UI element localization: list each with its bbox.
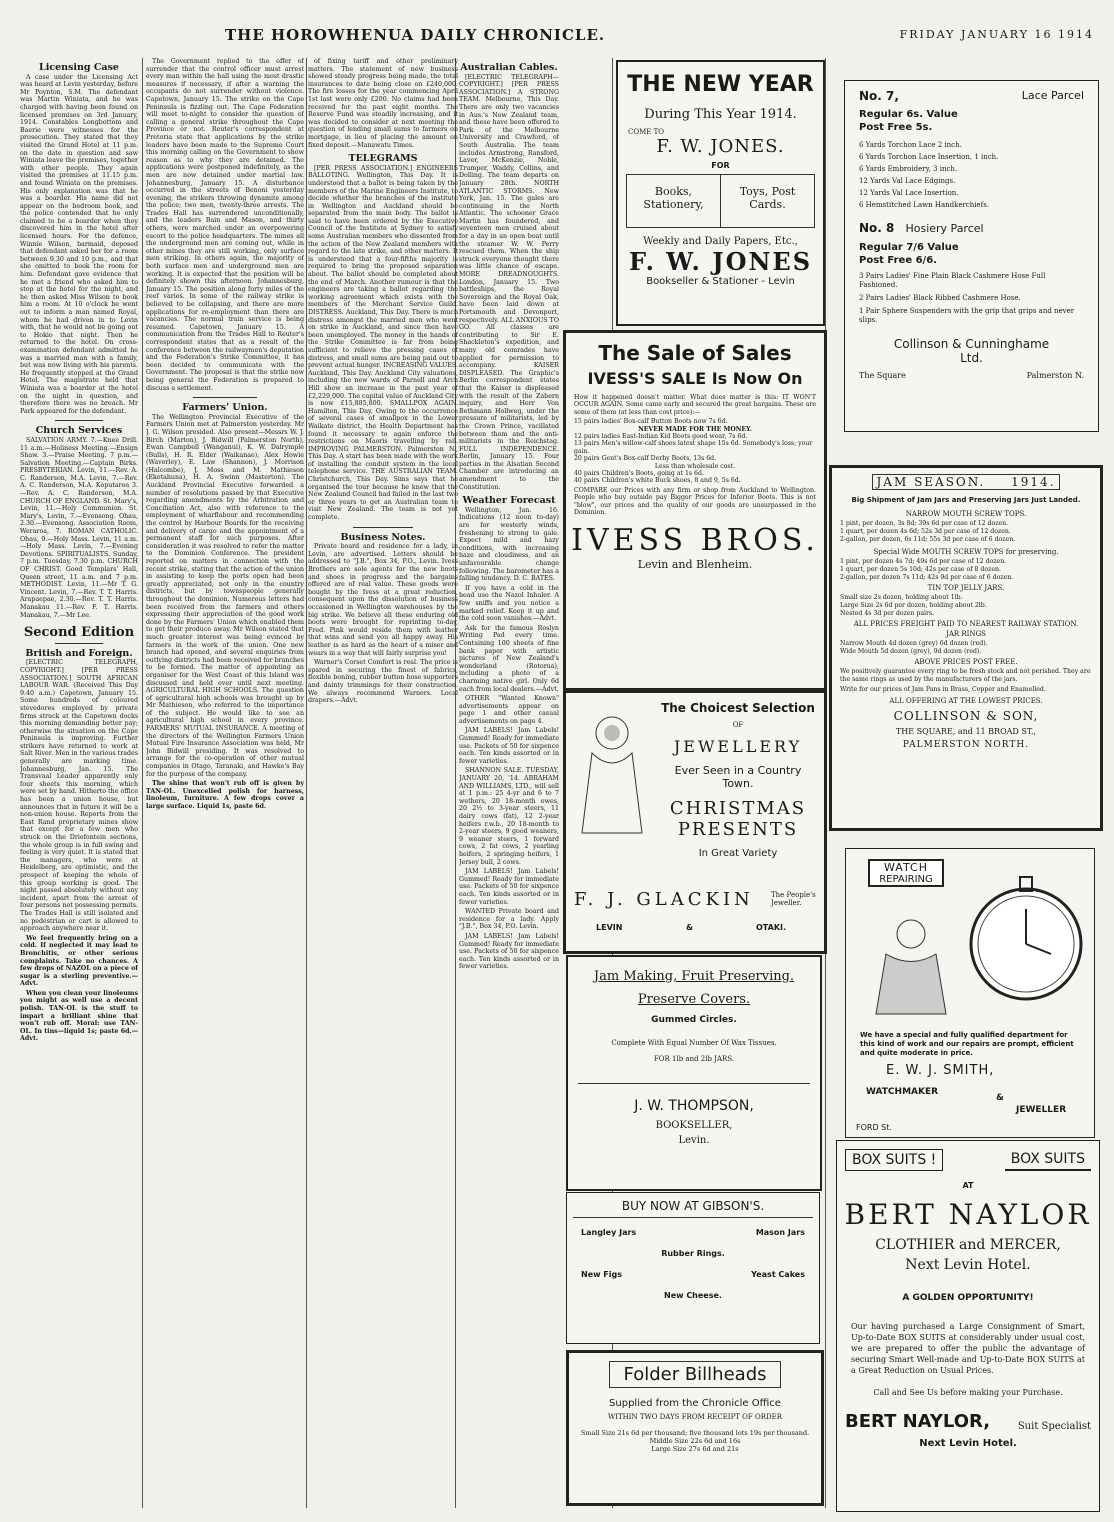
column-4 <box>459 58 559 1508</box>
farmers-article: The Wellington Provincial Executive of the Farmers Union met at Palmerston yesterday. Mr J. G. Wilson presided. Also present—Messrs W. J. Birch (Marton), J. Bidwill (Palmerston North), Ewan Campbell (Wanganui), K. W. Dalrymple (Bulls), H. R. Elder (Waikanae), Alex Howie (Waverley), E. Law (Shannon), J. Morrison (Halcombe), J. Moss and M. Mathieson (Eketahuna), H. A. Swinn (Masterton). The Auckland Provincial Executive forwarded a number of resolutions passed by that Executive regarding amendments by the Arbitration and Conciliation Act, also with reference to the employment of wharflabour and recommending the control by Harbour Boards for the receiving and delivery of cargo and the appointment of a permanent staff for such purposes. After consideration it was resolved to refer the matter to the Dominion Conference. The president reported on matters in connection with the recent strike, stating that the action of the union in assisting to keep the ports open had been greatly appreciated, not only in the country districts, but by townspeople generally throughout the dominion. Numerous letters had been received from the farmers and others expressing their appreciation of the good work done by the Farmers' Union which enabled them to get their produce away. Mr Wilson stated that much greater interest was being evinced by farmers in the work of the union. One new branch had opened, and several enquiries from outlying districts had been received for branches to be formed. The matter of appointing an organiser for the West Coast of this Island was discussed and held over until next meeting. AGRICULTURAL HIGH SCHOOLS. The question of agricultural high schools was brought up by Mr Mathieson, who referred to the importance of the subject. He would like to see an agricultural high school in every province. FARMERS' MUTUAL INSURANCE. A meeting of the directors of the Wellington Farmers Union Mutual Fire Insurance Association was held, Mr John Bidwill presiding. It was resolved to arrange for the co-operation of other mutual companies in Otago, Taranaki, and Hawke's Bay for the purpose of the company. <box>146 413 304 778</box>
ad-line: Regular 6s. Value <box>859 109 958 120</box>
ad-line: Middle Size 22s 6d and 16s <box>649 1437 741 1445</box>
lace-parcel-advert <box>844 80 1099 432</box>
ad-item: Less than wholesale cost. <box>654 462 736 470</box>
ad-line: F. W. JONES <box>628 247 813 276</box>
ad-heading: BOX SUITS ! <box>845 1149 943 1171</box>
ad-line: Collinson & Cunninghame <box>893 337 1050 351</box>
column-3 <box>308 58 458 1508</box>
ad-item: New Figs <box>581 1270 622 1279</box>
ad-line: JAR RINGS <box>946 630 986 638</box>
jewellery-illustration <box>572 703 652 843</box>
ad-heading: Folder Billheads <box>609 1361 781 1388</box>
ad-item: 1 pint, per dozen 4s 7d; 49s 6d per case of 12 dozen. <box>840 558 1007 565</box>
ad-line: Palmerston N. <box>1026 371 1084 380</box>
shannon-sale-advert: SHANNON SALE. TUESDAY, JANUARY 20, '14. ABRAHAM AND WILLIAMS, LTD., will sell at 1 p.m.: 25 4-yr and 6 to 7 wethers, 20 18-month ewes, 20 2½ to 3-year steers, 11 dairy cows (fat), 12 2-year heifers r.w.b., 20 18-month to 2-year steers, 9 good weaners, 9 weaner steers, 1 forward cows, 2 fat cows, 2 yearling heifers, 2 springing heifers, 1 Jersey bull, 2 cows. <box>459 767 559 866</box>
ad-item: Mason Jars <box>755 1228 805 1237</box>
british-article: [ELECTRIC TELEGRAPH, COPYRIGHT.] [PER PRESS ASSOCIATION.] SOUTH AFRICAN LABOUR WAR. (Received This Day 9.40 a.m.) Capetown, January 15. Some hundreds of coloured stevedores employed by private firms struck at the Capetown docks this morning demanding better pay; otherwise the situation on the Cape Peninsula is improving. Further strikers have returned to work at Salt River. Men in the various trades generally are marking time. Johannesburg, Jan. 15. The Transvaal Leader apparently only four sheets this morning, which were set by hand. Hitherto the office has been a union house, but announces that in future it will be a non-union house. Reports from the East Rand proprietary mines show that except for a few men who struck on the Driefontein sections, the whole group is in full swing and feeling is very quiet. It is stated that the managers, who were at Heidelberg, are optimistic, and the prospect of keeping the whole of this group working is good. The night passed absolutely without any incident, apart from the arrest of four persons not possessing permits. The Trades Hall is still isolated and no pedestrian or cart is allowed to approach anywhere near it. <box>20 659 138 933</box>
ad-heading: The Choicest Selection <box>661 701 815 715</box>
ad-line: Preserve Covers. <box>637 992 751 1007</box>
ad-line: Suit Specialist <box>1017 1421 1091 1432</box>
ad-line: COME TO <box>628 128 665 136</box>
ad-item: 3 Pairs Ladies' Fine Plain Black Cashmere Hose Full Fashioned. <box>859 272 1046 289</box>
column-divider <box>306 58 307 1508</box>
gibson-advert <box>566 1192 820 1344</box>
ad-line: In Great Variety <box>698 848 778 859</box>
ad-line: Post Free 6/6. <box>859 255 937 266</box>
ad-item: Wide Mouth 5d dozen (grey), 9d dozen (red). <box>840 648 982 655</box>
ad-line: PRESENTS <box>677 819 799 840</box>
ad-line: CHRISTMAS <box>669 798 807 819</box>
ad-item: 6 Yards Torchon Lace Insertion, 1 inch. <box>859 153 999 161</box>
licensing-heading: Licensing Case <box>39 62 119 73</box>
ad-line: & <box>686 923 693 932</box>
cables-article: [ELECTRIC TELEGRAPH—COPYRIGHT.] [PER PRESS ASSOCIATION.] A STRONG TEAM. Melbourne, This Day. There are only two vacancies in Aus.'s New Zealand team, and these have been offered to Park of the Melbourne University and Crawford, of South Australia. The team includes Armstrong, Ransford, Laver, McKenzie, Noble, Trumper, Waddy, Collins, and Dolling. The team departs on January 28th. NORTH ATLANTIC STORMS. New York, Jan. 15. The gales are continuing in the North Atlantic. The schooner Grace Martin has foundered, and seventeen men cruised about for a day in an open boat until the steamer W. W. Perry rescued them. When the ship struck everyone thought there was little chance of escape. MORE DREADNOUGHTS. London, January 15. Two battleships, the Royal Sovereign and the Royal Oak, have been laid down at Portsmouth and Devonport, respectively. ALL ANXIOUS TO GO. All classes are contributing to Sir E. Shackleton's expedition, and many old comrades have applied for permission to accompany. KAISER DISPLEASED. The Graphic's Berlin correspondent states that the Kaiser is displeased with the result of the Zabern inquiry, and Herr Von Bethmann Hollweg, under the pressure of militarists, led by the Crown Prince, vacillated between them and the anti-militarists in the Reichstag. FULL INDEPENDENCE. Berlin, January 15. Four parties in the Alsatian Second Chamber are introducing an amendment to the Constitution. <box>459 73 559 491</box>
wanted-board-advert: WANTED Private board and residence for a lady. Apply "J.B.", Box 34, P.O. Levin. <box>459 908 559 931</box>
ad-heading: The Sale of Sales <box>598 341 792 365</box>
ad-line: Next Levin Hotel. <box>919 1438 1017 1449</box>
ad-line: Ltd. <box>960 351 983 365</box>
ad-line: Levin and Blenheim. <box>637 557 753 571</box>
ad-heading: BOX SUITS <box>1005 1149 1091 1171</box>
wanted-known-notice: OTHER "Wanted Known" advertisements appear on page 1 and other casual advertisements on page 4. <box>459 695 559 725</box>
tanol-advert: When you clean your linoleums you might as well use a decent polish. TAN-OL is the stuff to impart a brilliant shine that won't rub off. Moral: use TAN-OL. In tins—liquid 1s; paste 6d.—Advt. <box>20 989 138 1043</box>
ad-heading: REPAIRING <box>879 874 933 885</box>
ad-line: & <box>996 1093 1004 1103</box>
ad-line: Bookseller & Stationer - Levin <box>646 276 795 287</box>
ad-item: Yeast Cakes <box>751 1270 805 1279</box>
jam-season-advert <box>829 465 1103 831</box>
church-heading: Church Services <box>35 425 123 437</box>
ad-heading: Lace Parcel <box>1021 89 1084 102</box>
second-edition-heading: Second Edition <box>23 625 135 641</box>
jam-preserving-advert <box>566 955 822 1191</box>
nazol-inhaler-advert: If you have a cold in the head use the Nazol Inhaler. A few sniffs and you notice a marked relief. Keep it up and the cold soon vanishes.—Advt. <box>459 584 559 623</box>
nazol-advert: We feel frequently bring on a cold. If neglected it may lead to Bronchitis, or other serious complaints. Take no chances. A few drops of NAZOL on a piece of sugar is a sterling preventive.—Advt. <box>20 934 138 988</box>
billheads-advert <box>566 1350 824 1506</box>
ad-line: WATCHMAKER <box>866 1087 939 1097</box>
ad-heading: WATCH <box>884 861 928 874</box>
ad-line: AT <box>962 1181 974 1190</box>
ad-line: Big Shipment of Jam Jars and Preserving Jars Just Landed. <box>851 496 1081 504</box>
ad-heading: Jam Making, Fruit Preserving. <box>593 969 795 984</box>
insurance-article: of fixing tariff and other preliminary matters. The statement of new business showed steady progress being made, the total insurances to date being close on £240,000. The fire losses for the year commencing April 1st last were only £200. No claims had been received for the past eight months. The Reserve Fund was steadily increasing, and it was decided to consider at next meeting the question of lending small sums to farmers on mortgage, in lieu of placing the amount on fixed deposit.—Manawatu Times. <box>308 58 458 149</box>
ad-item: 12 pairs ladies East-Indian Kid Boots good wear, 7s 6d. <box>574 433 748 441</box>
british-heading: British and Foreign. <box>25 647 133 659</box>
ad-text: Our having purchased a Large Consignment of Smart, Up-to-Date BOX SUITS at considerably under usual cost, we are prepared to offer the public the advantage of securing Smart Well-made and Up-to-Date BOX SUITS at a Great Reduction on Usual Prices. <box>851 1322 1085 1375</box>
column-divider <box>142 58 143 1508</box>
ad-line: Weekly and Daily Papers, Etc., <box>643 236 798 247</box>
ad-text: How it happened doesn't matter. What does matter is this: IT WON'T OCCUR AGAIN. Some came early and secured the great bargains. These are some of them (at less than cost price):— <box>574 394 816 416</box>
ad-line: Supplied from the Chronicle Office <box>609 1398 781 1409</box>
ad-line: The Square <box>859 371 906 380</box>
ad-heading: THE NEW YEAR <box>627 72 814 97</box>
ad-line: COLLINSON & SON, <box>893 709 1039 723</box>
divider <box>55 643 102 644</box>
ad-item: 6 Hemstitched Lawn Handkerchiefs. <box>859 201 990 209</box>
tanol-advert-2: The shine that won't rub off is given by TAN-OL. Unexcelled polish for harness, linoleum, furniture. A few drops cover a large surface. Liquid 1s, paste 6d. <box>146 780 304 810</box>
cables-heading: Australian Cables. <box>460 62 558 73</box>
ad-line: Call and See Us before making your Purchase. <box>873 1388 1063 1397</box>
ad-item: 12 Yards Val Lace Edgings. <box>859 177 956 185</box>
telegrams-heading: TELEGRAMS <box>348 153 418 165</box>
ad-line: Large Size 27s 6d and 21s <box>651 1445 739 1453</box>
ad-line: ALL OFFERING AT THE LOWEST PRICES. <box>889 697 1043 705</box>
watchmaker-figure-icon <box>866 909 956 1019</box>
ad-heading: BUY NOW AT GIBSON'S. <box>621 1199 765 1213</box>
column-1 <box>20 58 138 1508</box>
business-article: Private board and residence for a lady, in Levin, are advertised. Letters should be addressed to "J.B.", Box 34, P.O., Levin. Ivess Brothers are sole agents for the new boots and shoes in progress and the bargains offered are of real value. These goods were bought by the Ivess at a great reduction, consequent upon the dissolution of business occasioned in Wellington warehouses by the big strike. We believe all these enduring old boots were brought for reprinting to-day, Fred. Pink would reside them with leather that wins and send you all happy away. His leather is as hard as the heart of a miser and wears in a way that will fairly surprise you! <box>308 543 458 657</box>
ad-heading: 1914. <box>1011 475 1056 489</box>
ad-line: FORD St. <box>856 1123 892 1132</box>
telegrams-article: [PER PRESS ASSOCIATION.] ENGINEERS BALLOTING. Wellington, This Day. It is understood that a ballot is being taken by the members of the Marine Engineers Institute, to decide whether the branches of the institute in Wellington and Auckland should be separated from the main body. The ballot is said to have been ordered by the Executive Council of the Institute at Sydney to satisfy some Australian members who dissented from the action of the New Zealand members with regard to the late strike, and other matters. It is understood that a four-fifths majority is required to bring the proposed separation about. The ballot should be completed about the end of March. Another rumour is that the engineers are taking a ballot regarding the working agreement which exists with the members of the Merchant Service Guild. DISTRESS. Auckland, This Day. There is much distress amongst the married men who went on strike in Auckland, and since then have been unemployed. The money in the hands of the Strike Committee is far from being sufficient to relieve the pressing cases of distress, and small sums are being paid out to prevent actual hunger. INCREASING VALUES. Auckland, This Day. Auckland City valuations, including the new wards of Parnell and Arch Hill show an increase in the past year of £2,229,000. The capital value of Auckland City is now £15,885,800. SMALLPOX AGAIN. Hamilton, This Day. Owing to the occurrence of several cases of smallpox in the Lower Waikato district, the Health Department has found it necessary to again enforce the restrictions on Maoris travelling by rail. IMPROVING PALMERSTON. Palmerston N., This Day. A start has been made with the work of installing the conduit system in the local telephone service. THE AUSTRALIAN TEAM. Christchurch, This Day. Sims says that he organised the tour because he knew that the New Zealand Council had failed in the last two or three years to get an Australian team to visit New Zealand. The team is not yet complete. <box>308 164 458 522</box>
ad-text: Write for our prices of Jam Pans in Brass, Copper and Enamelled. <box>840 686 1046 693</box>
ad-item: Narrow Mouth 4d dozen (grey) 6d dozen (red). <box>840 640 988 647</box>
ad-line: Toys, Post Cards. <box>739 185 796 211</box>
ad-item: Langley Jars <box>581 1228 637 1237</box>
ad-item: New Cheese. <box>664 1291 722 1300</box>
ad-line: F. W. JONES. <box>656 136 785 157</box>
ad-item: 1 pint, per dozen, 3s 8d; 39s 6d per case of 12 dozen. <box>840 520 1009 527</box>
ad-line: ABOVE PRICES POST FREE. <box>914 658 1018 666</box>
column-2 <box>146 58 304 1508</box>
ad-line: TIN TOP JELLY JARS. <box>927 584 1005 592</box>
business-heading: Business Notes. <box>340 531 426 543</box>
roslyn-advert: Ask for the famous Roslyn Writing Pad every time. Containing 100 sheets of fine bank paper with artistic pictures of New Zealand's wonderland (Rotorua), including a photo of a charming native girl. Only 6d each from local dealers.—Advt. <box>459 624 559 693</box>
ad-item: Large Size 2s 6d per dozen, holding about 2lb. <box>840 602 987 609</box>
ad-line: The People's Jeweller. <box>771 891 816 907</box>
ad-text: We positively guarantee every ring to be fresh stock and not perished. They are the same rings as used by the manufacturers of the jars. <box>840 668 1091 683</box>
ivess-advert <box>563 330 827 691</box>
ad-line: BOOKSELLER, <box>655 1120 733 1131</box>
ad-line: PALMERSTON NORTH. <box>902 740 1030 750</box>
ad-item: 1 quart, per dozen 5s 10d; 42s per case of 8 dozen. <box>840 566 1001 573</box>
ad-line: Levin. <box>678 1135 710 1146</box>
ad-item: 2 Pairs Ladies' Black Ribbed Cashmere Hose. <box>859 294 1021 302</box>
ad-item: 2-gallon, per dozen 7s 11d; 42s 9d per case of 6 dozen. <box>840 574 1014 581</box>
ad-line: Complete With Equal Number Of Wax Tissues. <box>611 1039 777 1047</box>
ad-line: J. W. THOMPSON, <box>634 1098 754 1114</box>
divider <box>55 420 102 421</box>
ad-item: NEVER MADE FOR THE MONEY. <box>638 425 752 433</box>
ad-item: 1 quart, per dozen 4s 6d; 52s 3d per case of 12 dozen. <box>840 528 1011 535</box>
ad-text: COMPARE our Prices with any firm or shop from Auckland to Wellington. People who buy outside pay Bigger Prices for Inferior Boots. This is not "blow", our prices and the quality of our goods are unsurpassed in the Dominion. <box>574 486 816 517</box>
ad-line: OF <box>732 721 744 729</box>
ad-line: WITHIN TWO DAYS FROM RECEIPT OF ORDER <box>608 1413 782 1421</box>
smith-watchmaker-advert <box>845 848 1095 1138</box>
ad-item: Small size 2s dozen, holding about 1lb. <box>840 594 963 601</box>
weather-article: Wellington, Jan. 16. Indications (12 noon to-day) are for westerly winds, freshening to strong to gale. Expect mild and hazy conditions, with increasing haze and cloudiness, and an unfavourable change following. The barometer has a falling tendency. D. C. BATES. <box>459 506 559 583</box>
issue-date: FRIDAY JANUARY 16 1914 <box>899 28 1094 41</box>
ad-item: 1 Pair Sphere Suspenders with the grip that grips and never slips. <box>859 307 1075 324</box>
ad-line: NARROW MOUTH SCREW TOPS. <box>905 510 1027 518</box>
ad-item: 2-gallon, per dozen, 6s 11d; 55s 3d per case of 6 dozen. <box>840 536 1016 543</box>
ad-heading: Hosiery Parcel <box>905 222 984 235</box>
ad-heading: No. 8 <box>859 221 895 235</box>
ad-line: Post Free 5s. <box>859 122 933 133</box>
ad-line: Books, Stationery, <box>627 175 721 227</box>
jam-labels-advert: JAM LABELS! Jam Labels! Gummed! Ready for immediate use. Packets of 50 for sixpence each. Ten kinds assorted or in fewer varieties. <box>459 932 559 971</box>
ad-line: During This Year 1914. <box>644 107 797 122</box>
ad-item: 6 Yards Torchon Lace 2 inch. <box>859 141 962 149</box>
naylor-advert <box>836 1140 1100 1512</box>
ad-item: Rubber Rings. <box>661 1249 725 1258</box>
weather-heading: Weather Forecast <box>462 495 556 507</box>
ad-line: BERT NAYLOR, <box>845 1411 991 1432</box>
newspaper-title: THE HOROWHENUA DAILY CHRONICLE. <box>225 26 606 44</box>
ad-line: LEVIN <box>596 923 623 932</box>
ad-line: IVESS'S SALE Is Now On <box>587 369 803 388</box>
ad-heading: JAM SEASON. <box>876 475 986 489</box>
corset-advert: Warner's Corset Comfort is real. The price is spared in securing the finest of fabrics, flexible boning, rubber button hose supporters and dainty trimmings for their construction. We always recommend Warners. Local drapers.—Advt. <box>308 659 458 705</box>
ad-line: Ever Seen in a Country Town. <box>674 764 802 790</box>
ad-line: Regular 7/6 Value <box>859 242 959 253</box>
ad-text: We have a special and fully qualified department for this kind of work and our repairs are prompt, efficient and quite moderate in price. <box>860 1031 1074 1057</box>
divider <box>353 527 413 528</box>
ad-line: ALL PRICES FREIGHT PAID TO NEAREST RAILWAY STATION. <box>853 620 1079 628</box>
ad-line: IVESS BROS. <box>571 522 819 558</box>
jones-advert <box>616 60 825 326</box>
ad-line: Special Wide MOUTH SCREW TOPS for preserving. <box>873 548 1059 556</box>
church-article: SALVATION ARMY. 7.—Knee Drill. 11 a.m.—Holiness Meeting.—Ensign Shaw. 3.—Praise Meeting. 7 p.m.—Salvation Meeting.—Captain Birks. PRESBYTERIAN. Levin, 11.—Rev. A. C. Randerson, M.A. Levin, 7.—Rev. A. C. Randerson, M.A. Koputaroa 3.—Rev. A. C. Randerson, M.A. CHURCH OF ENGLAND. St. Mary's, Levin, 11.—Holy Communion. St. Mary's, Levin, 7.—Evensong. Ohau, 2.30.—Evensong. Association Room, Weraroa, 7. ROMAN CATHOLIC. Ohau, 9.—Holy Mass. Levin, 11 a.m.—Holy Mass. Levin, 7.—Evening Devotions. SPIRITUALISTS. Sunday, 7 p.m. Tuesday, 7.30 p.m. CHURCH OF CHRIST. Good Templars' Hall, Queen street, 11 a.m. and 7 p.m. METHODIST. Levin, 11.—Mr T. G. Vincent. Levin, 7.—Rev. T. T. Harris. Arapaepae, 2.30.—Rev. T. T. Harris. Manakau 11.—Rev. F. T. Harris. Manakau, 7.—Mr Lee. <box>20 436 138 619</box>
ad-item: Nested 4s 3d per dozen pairs. <box>840 610 935 617</box>
masthead <box>0 0 1114 52</box>
ad-line: Next Levin Hotel. <box>905 1257 1031 1273</box>
ad-line: OTAKI. <box>756 923 787 932</box>
ad-item: 20 pairs Gent's Box-calf Derby Boots, 13s 6d. <box>574 455 717 463</box>
ad-line: E. W. J. SMITH, <box>886 1063 995 1078</box>
ad-line: Gummed Circles. <box>651 1015 737 1025</box>
ad-line: BERT NAYLOR <box>844 1198 1092 1231</box>
ad-line: CLOTHIER and MERCER, <box>875 1237 1061 1253</box>
ad-line: JEWELLER <box>1016 1105 1067 1115</box>
ad-line: FOR 1lb and 2lb JARS. <box>653 1055 735 1063</box>
jam-labels-advert: JAM LABELS! Jam Labels! Gummed! Ready for immediate use. Packets of 50 for sixpence each. Ten kinds assorted or in fewer varieties. <box>459 727 559 765</box>
strike-article: The Government replied to the offer of surrender that the control officer must arrest every man within the hall using the most drastic measures if necessary, if after a warning the occupants do not surrender without violence. Capetown, January 15. The strike on the Cape Peninsula is fizzling out. The Cape Federation will meet to-night to consider the question of calling a general strike throughout the Cape Province or not. Reuter's correspondent at Pretoria state that applications by the strike leaders have been made to the Supreme Court this morning calling on the Government to show reason as to why they are detained. The applications were postponed indefinitely, as the men are now detained under martial law. Johannesburg, January 15. A disturbance occurred in the streets of Benoni yesterday evening, the strikers throwing dynamite among the police; two men, twenty-three arrests. The Trades Hall has surrendered unconditionally, and the leaders Bain and Mason, and thirty others, were marched under an overpowering escort to the police headquarters. The mines all the underground men are coming out, while in other mines they are still working, only surface men striking. In others again, the majority of both surface men and underground men are working. It is expected that the position will be definitely shown this afternoon. Johannesburg, January 15. The position along forty miles of the reef varies. In some of the railway strike is believed to be collapsing, and there are more applications for re-employment than there are vacancies. The normal train service is being resumed. Capetown, January 15. A communication from the Trades Hall to Reuter's correspondent states that as a result of the conference between the railwaymen's deputation and the Federation's Strike Committee, it has been decided to communicate with the Government. The proposal is that the strike now being general the Federation is prepared to discuss a settlement. <box>146 58 304 392</box>
ad-item: 12 Yards Val Lace Insertion. <box>859 189 959 197</box>
licensing-article: A case under the Licensing Act was heard at Levin yesterday, before Mr Poynton, S.M. The defendant was Martin Winiata, and he was charged with having been found on licensed premises on 3rd January, 1914. Constables Longbottom and Baerie were witnesses for the prosecution. They stated that they visited the Grand Hotel at 11 p.m. on the date in question and saw Winiata leave the premises, together with other people. They again visited the premises at 11.15 p.m. and found Winiata on the premises. His only explanation was that he was a boarder. His name did not appear on the bedroom book, and the police contended that he only claimed to be a boarder when they discovered him in the hotel after licensed hours. For the defence, Winnie Wilson, barmaid, deposed that defendant asked her for a room between 9.30 and 10 p.m., and that she omitted to book the room for him. Defendant gave evidence that he met a friend who asked him to stop at the hotel for the night, and he then asked Miss Wilson to book him a room. At 10 o'clock he went out to inform a man named Royal, whom he had driven in to Levin with, that he would not be going out to Hokio that night. Then he returned to the hotel. On cross-examination defendant admitted he was a married man with a family, but was now living with his parents. He frequently stopped at the Grand Hotel. The magistrate held that Winiata was a boarder at the hotel on the night in question, and therefore there was no breach. Mr Park appeared for the defendant. <box>20 73 138 415</box>
ad-item: 15 pairs ladies' Box-calf Button Boots now 7s 6d. <box>574 418 728 426</box>
divider <box>193 397 256 398</box>
ad-item: 40 pairs Children's Boots, going at 1s 6d. <box>574 470 704 478</box>
ad-heading: No. 7, <box>859 89 899 103</box>
ad-line: JEWELLERY <box>673 737 803 756</box>
ad-line: A GOLDEN OPPORTUNITY! <box>902 1293 1034 1303</box>
ad-item: 13 pairs Men's willow-calf shoes latest shape 15s 6d. Somebody's loss; your gain. <box>574 440 813 455</box>
ad-line: THE SQUARE, and 11 BROAD ST., <box>895 727 1037 736</box>
ad-line: FOR <box>711 161 730 170</box>
ad-line: Small Size 21s 6d per thousand; five thousand lots 19s per thousand. <box>580 1429 810 1437</box>
watch-icon <box>966 869 1086 1009</box>
jam-labels-advert: JAM LABELS! Jam Labels! Gummed! Ready for immediate use. Packets of 50 for sixpence each. Ten kinds assorted or in fewer varieties. <box>459 868 559 906</box>
ad-item: 40 pairs Children's white Buck shoes, 8 and 9, 5s 6d. <box>574 477 741 485</box>
farmers-heading: Farmers' Union. <box>182 402 268 414</box>
ad-line: F. J. GLACKIN <box>574 889 754 910</box>
ad-item: 6 Yards Embroidery, 3 inch. <box>859 165 958 173</box>
glackin-advert <box>563 690 827 954</box>
